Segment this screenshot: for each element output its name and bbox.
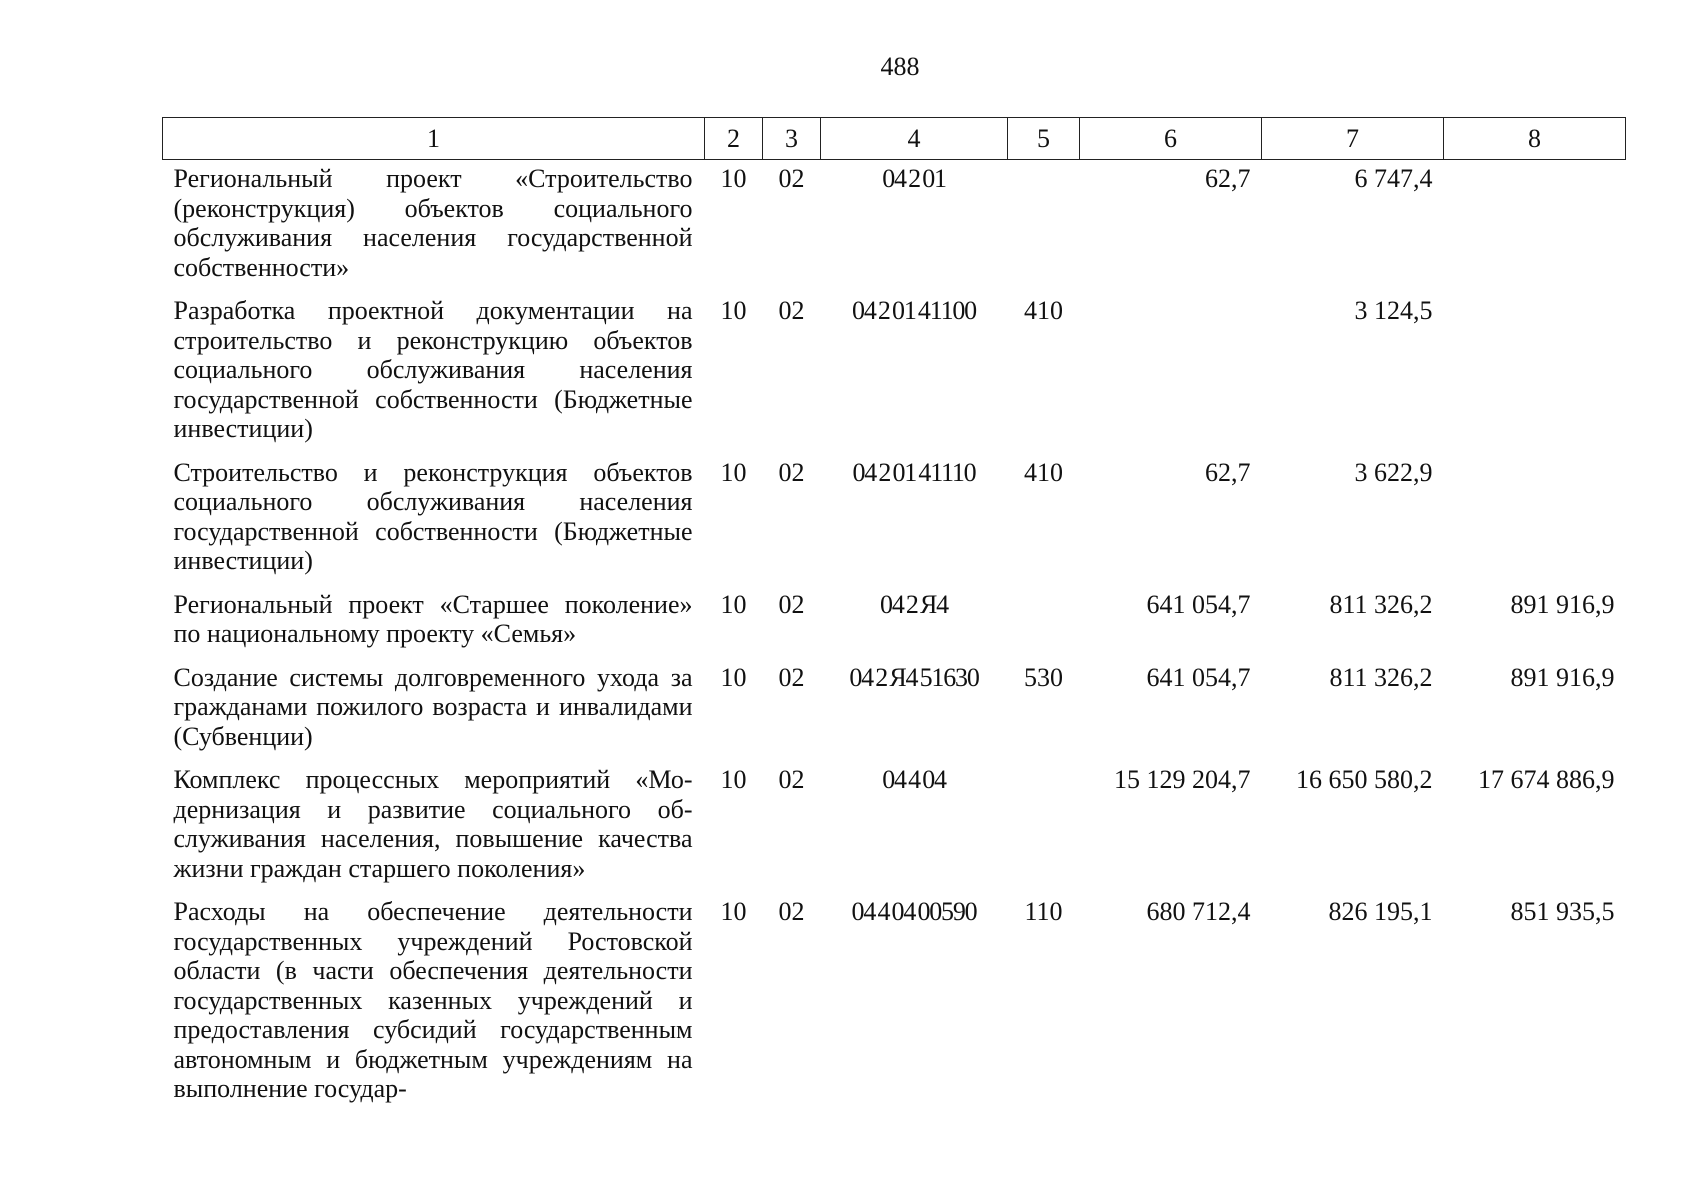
table-row	[163, 160, 1626, 293]
column-header-6: 6	[1080, 118, 1262, 160]
row-amount-8: 891 916,9	[1510, 589, 1615, 619]
row-amount-6: 62,7	[1205, 457, 1251, 487]
row-amount-8	[1444, 160, 1626, 293]
row-target-code: 04 4 04	[882, 765, 946, 794]
row-name: Региональный проект «Строительство (реконструкция) объектов социального обслуживания населения государственной собственности»	[173, 164, 693, 282]
row-expense-type: 410	[1024, 296, 1063, 325]
budget-table	[162, 117, 1626, 1114]
row-name: Региональный проект «Старшее поколение» по национальному проекту «Семья»	[173, 589, 693, 648]
row-section: 10	[720, 589, 747, 619]
row-name: Разработка проектной документации на строительство и реконструкцию объектов социального обслуживания населения государственной собственности (Бюджетные инвестиции)	[173, 296, 693, 443]
row-name: Строительство и реконструкция объектов социального обслуживания населения государственной собственности (Бюджетные инвестиции)	[173, 457, 693, 575]
row-amount-8	[1444, 454, 1626, 586]
table-row	[163, 454, 1626, 586]
row-amount-6: 15 129 204,7	[1114, 765, 1251, 794]
row-target-code: 04 2 01	[882, 164, 946, 193]
column-header-8: 8	[1444, 118, 1626, 160]
row-amount-6: 641 054,7	[1146, 589, 1251, 619]
column-header-7: 7	[1262, 118, 1444, 160]
page-number: 488	[880, 52, 920, 81]
row-subsection: 02	[778, 457, 805, 487]
row-expense-type: 530	[1024, 662, 1063, 692]
row-section: 10	[720, 897, 747, 926]
row-amount-8: 17 674 886,9	[1478, 765, 1615, 794]
column-header-5: 5	[1008, 118, 1080, 160]
row-amount-7: 16 650 580,2	[1296, 765, 1433, 794]
row-expense-type: 410	[1024, 457, 1063, 487]
row-amount-7: 6 747,4	[1354, 164, 1433, 193]
row-amount-6: 62,7	[1205, 164, 1251, 193]
table-row	[163, 893, 1626, 1114]
row-amount-7: 811 326,2	[1329, 662, 1433, 692]
row-name: Расходы на обеспечение деятельности государственных учреждений Ростовской области (в части обеспечения деятельности государственных казенных учреждений и предоставления субсидий государственным автономным и бюджетным учреждениям на выполнение государ-	[173, 897, 693, 1103]
row-subsection: 02	[778, 164, 805, 193]
row-amount-8: 851 935,5	[1510, 897, 1615, 926]
row-expense-type	[1008, 586, 1080, 659]
row-target-code: 04 2 Я4	[880, 589, 948, 619]
row-subsection: 02	[778, 765, 805, 794]
row-amount-7: 3 622,9	[1354, 457, 1433, 487]
row-expense-type: 110	[1024, 897, 1063, 926]
row-name: Комплекс процессных мероприятий «Модернизация и развитие социального обслуживания населения, повышение качества жизни граждан старшего поколения»	[173, 765, 693, 883]
row-amount-8	[1444, 292, 1626, 454]
column-header-2: 2	[705, 118, 763, 160]
row-section: 10	[720, 662, 747, 692]
column-header-1: 1	[163, 118, 705, 160]
column-header-3: 3	[763, 118, 821, 160]
row-expense-type	[1008, 761, 1080, 893]
row-subsection: 02	[778, 296, 805, 325]
column-header-4: 4	[821, 118, 1008, 160]
table-row	[163, 586, 1626, 659]
row-target-code: 04 4 04 00590	[851, 897, 977, 926]
table-row	[163, 761, 1626, 893]
row-target-code: 04 2 01 41100	[852, 296, 976, 325]
row-target-code: 04 2 01 41110	[852, 457, 976, 487]
table-row	[163, 292, 1626, 454]
row-amount-7: 3 124,5	[1354, 296, 1433, 325]
row-name: Создание системы долговременного ухода за гражданами пожилого возраста и инвалидами (Субвенции)	[173, 662, 693, 751]
row-section: 10	[720, 457, 747, 487]
row-amount-8: 891 916,9	[1510, 662, 1615, 692]
row-section: 10	[720, 296, 747, 325]
row-section: 10	[720, 164, 747, 193]
row-section: 10	[720, 765, 747, 794]
row-subsection: 02	[778, 662, 805, 692]
row-amount-7: 826 195,1	[1328, 897, 1433, 926]
row-amount-6: 641 054,7	[1146, 662, 1251, 692]
header-row	[163, 118, 1626, 160]
row-subsection: 02	[778, 897, 805, 926]
row-target-code: 04 2 Я4 51630	[849, 662, 979, 692]
row-amount-6	[1080, 292, 1262, 454]
row-expense-type	[1008, 160, 1080, 293]
row-amount-7: 811 326,2	[1329, 589, 1433, 619]
row-subsection: 02	[778, 589, 805, 619]
table-row	[163, 659, 1626, 762]
row-amount-6: 680 712,4	[1146, 897, 1251, 926]
